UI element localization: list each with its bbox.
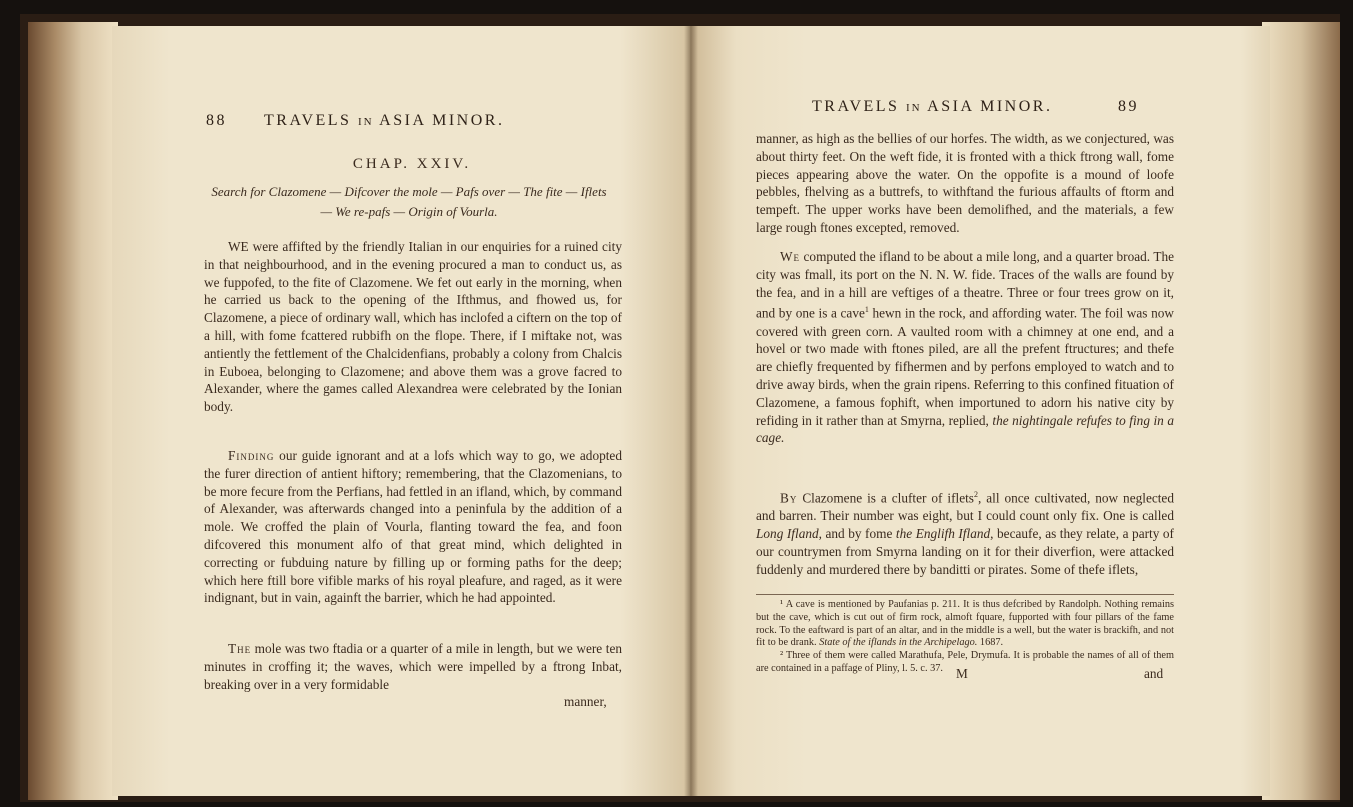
- english-island-name: the Englifh Ifland: [895, 526, 991, 542]
- footnote-ref-1: 1: [864, 305, 869, 315]
- paragraph-computed-text-b: hewn in the rock, and affording water. The foil was now covered with green corn. A vaulted room with a chimney at one end, and a hovel or two made with ftones piled, are all the prefent ftructures; and thefe are chiefly frequented by fifhermen and by perfons employed to watch and to drive away birds, when the grain ripens. Referring to this confined fituation of Clazomene, a famous fophift, when importuned to adorn his native city by refiding in it rather than at Smyrna, replied,: [756, 305, 1174, 428]
- signature-mark: M: [956, 666, 968, 681]
- left-running-head: [264, 112, 504, 130]
- paragraph-lead-finding: Finding: [228, 448, 275, 463]
- long-island-name: Long Ifland: [756, 526, 819, 542]
- nightingale-quote: the nightingale refufes to fing in a cage.: [756, 412, 1174, 446]
- paragraph-we-were-assisted: WE were affifted by the friendly Italian in our enquiries for a ruined city in that neighbourhood, and in the evening procured a man to conduct us, as we fuppofed, to the fite of Clazomene. We fet out early in the morning, when he carried us back to the opening of the Ifthmus, and fhowed us, for Clazomene, a piece of ordinary wall, which has inclofed a ciftern on the top of a hill, with fome fcattered rubbifh on the flope. There, if I miftake not, was antiently the fettlement of the Chalcidenfians, probably a colony from Chalcis in Euboea, belonging to Clazomene; and above them was a grove facred to Alexander, where the games called Alexandrea were celebrated by the Ionian body.: [204, 239, 622, 415]
- left-paragraph-1: [204, 238, 622, 416]
- right-paragraph-1: [756, 130, 1174, 237]
- paragraph-islets-text-a: Clazomene is a clufter of iflets: [797, 490, 974, 506]
- running-head-in: IN: [905, 102, 922, 114]
- footnote-1-citation: State of the iflands in the Archipelago.: [819, 637, 978, 649]
- paragraph-islets-text-b: , all once cultivated, now neglected and barren. Their number was eight, but I could count only fix. One is called: [756, 490, 1174, 524]
- paragraph-finding-text: our guide ignorant and at a lofs which way to go, we adopted the furer direction of antient hiftory; remembering, that the Clazomenians, to be more fecure from the Perfians, had fettled in an ifland, which, by command of Alexander, was afterwards changed into a peninfula by the addition of a mole. We croffed the plain of Vourla, flanting toward the fea, and foon difcovered this monument alfo of that great mind, which delighted in correcting or fubduing nature by filling up or forming paths for the deep; which here ftill bore vifible marks of his royal pleafure, and raged, as it were indignant, but in vain, againft the barrier, which he had appointed.: [204, 448, 622, 606]
- right-page-number: 89: [1118, 98, 1139, 115]
- right-running-head: [812, 98, 1052, 116]
- chapter-heading: CHAP. XXIV.: [352, 156, 472, 172]
- left-paragraph-2: [204, 447, 622, 607]
- left-page-number: 88: [206, 112, 227, 129]
- paragraph-manner-text: manner, as high as the bellies of our horfes. The width, as we conjectured, was about thirty feet. On the weft fide, it is fronted with a thick ftrong wall, fome pieces appearing above the water. On the oppofite is a mound of loofe pebbles, fhelving as a buttrefs, to withftand the furious affaults of ftorm and tempeft. The upper works have been demolifhed, and the materials, a few large rough ftones excepted, removed.: [756, 131, 1174, 235]
- paragraph-islets-text-c: , and by fome: [818, 526, 896, 542]
- left-paragraph-3: [204, 640, 622, 693]
- footnote-1: [756, 599, 1174, 650]
- footnotes: [756, 599, 1174, 676]
- right-paragraph-3: [756, 486, 1174, 578]
- running-head-asia-minor: ASIA MINOR.: [927, 98, 1053, 115]
- right-page: [690, 26, 1270, 796]
- running-head-travels: TRAVELS: [812, 98, 900, 115]
- chapter-summary: Search for Clazomene — Difcover the mole — Pafs over — The fite — Iflets — We re-pafs — Origin of Vourla.: [211, 184, 607, 219]
- right-page-edges: [1262, 22, 1340, 800]
- paragraph-lead-by: By: [780, 490, 798, 506]
- running-head-in: IN: [357, 116, 374, 128]
- running-head-travels: TRAVELS: [264, 112, 352, 129]
- left-catchword: manner,: [564, 694, 607, 709]
- left-page: [112, 26, 690, 796]
- right-catchword: and: [1144, 666, 1164, 681]
- footnote-1-year: 1687.: [977, 637, 1004, 649]
- paragraph-islets-text-d: , becaufe, as they relate, a party of our countrymen from Smyrna landing on it for their diverfion, were attacked fuddenly and murdered there by banditti or pirates. Some of thefe iflets,: [756, 526, 1174, 577]
- footnote-2: ² Three of them were called Marathufa, Pele, Drymufa. It is probable the names of all of them are contained in a paffage of Pliny, l. 5. c. 37.: [756, 650, 1174, 674]
- right-paragraph-2: [756, 248, 1174, 447]
- paragraph-computed-text-a: computed the ifland to be about a mile long, and a quarter broad. The city was fmall, its port on the N. N. W. fide. Traces of the walls are found by the fea, and in a hill are veftiges of a theatre. Three or four trees grow on it, and by one is a cave: [756, 249, 1174, 321]
- paragraph-lead-we: We: [780, 249, 801, 264]
- left-page-edges: [28, 22, 118, 800]
- footnote-1-text: ¹ A cave is mentioned by Paufanias p. 211. It is thus defcribed by Randolph. Nothing remains but the cave, which is cut out of firm rock, almoft fquare, fupported with four pillars of the fame rock. To the eaftward is part of an altar, and in the middle is a well, but the water is brackifh, and not fit to be drank.: [756, 599, 1174, 649]
- running-head-asia-minor: ASIA MINOR.: [379, 112, 505, 129]
- footnote-rule: [756, 594, 1174, 595]
- paragraph-lead-the: The: [228, 641, 252, 656]
- book-gutter: [684, 26, 698, 796]
- paragraph-mole-text: mole was two ftadia or a quarter of a mile in length, but we were ten minutes in croffing it; the waves, which were impelled by a ftrong Inbat, breaking over in a very formidable: [204, 641, 622, 692]
- footnote-ref-2: 2: [973, 490, 978, 499]
